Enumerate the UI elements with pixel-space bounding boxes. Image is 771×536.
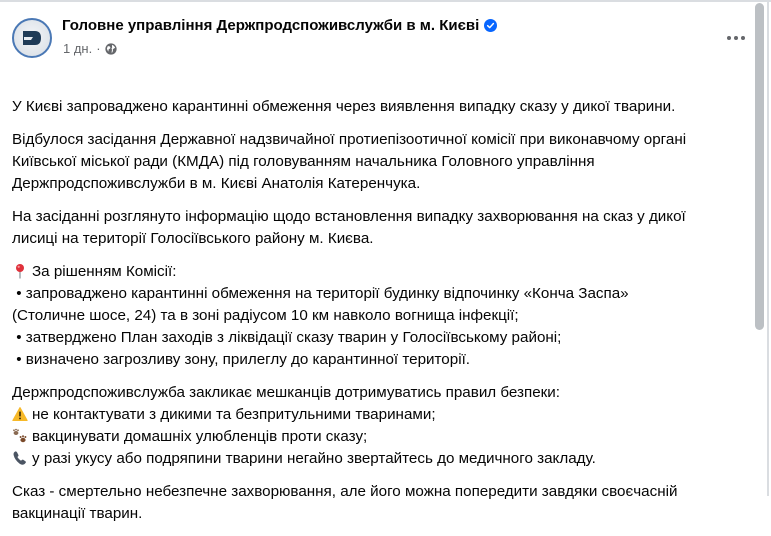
post-meta bbox=[63, 41, 117, 56]
more-horizontal-icon-dot bbox=[741, 36, 745, 40]
post-header bbox=[12, 14, 752, 64]
post-body bbox=[12, 96, 752, 536]
text-line: лисиці на території Голосіївського району м. Києва. bbox=[12, 230, 374, 247]
verified-badge-icon bbox=[484, 19, 497, 32]
safety-item-text: не контактувати з дикими та безпритульними тваринами; bbox=[32, 406, 436, 423]
safety-item-text: вакцинувати домашніх улюбленців проти сказу; bbox=[32, 428, 368, 445]
text-line: вакцинації тварин. bbox=[12, 505, 143, 522]
author-row bbox=[62, 17, 497, 34]
paragraph-meeting bbox=[12, 129, 752, 195]
safety-item-text: у разі укусу або подряпини тварини негайно звертайтесь до медичного закладу. bbox=[32, 450, 596, 467]
warning-icon bbox=[12, 406, 28, 422]
text-line: Відбулося засідання Державної надзвичайної протиепізоотичної комісії при виконавчому органі bbox=[12, 131, 687, 148]
more-horizontal-icon-dot bbox=[727, 36, 731, 40]
frame-top-border bbox=[0, 0, 771, 2]
paragraph-decisions bbox=[12, 261, 752, 371]
decision-item: • визначено загрозливу зону, прилеглу до карантинної території. bbox=[12, 351, 471, 368]
paragraph-intro bbox=[12, 96, 752, 118]
decision-item: (Столичне шосе, 24) та в зоні радіусом 10 км навколо вогнища інфекції; bbox=[12, 307, 519, 324]
decision-header bbox=[12, 261, 752, 283]
text-line: На засіданні розглянуто інформацію щодо встановлення випадку захворювання на сказ у дикої bbox=[12, 208, 686, 225]
post-timestamp-link[interactable]: 1 дн. bbox=[63, 41, 93, 56]
safety-intro: Держпродспоживслужба закликає мешканців дотримуватись правил безпеки: bbox=[12, 384, 561, 401]
dpss-logo-icon bbox=[21, 29, 43, 47]
decision-item: • затверджено План заходів з ліквідації сказу тварин у Голосіївському районі; bbox=[12, 329, 562, 346]
text-line: Держпродспоживслужби в м. Києві Анатолія Катеренчука. bbox=[12, 175, 421, 192]
decision-header-text: За рішенням Комісії: bbox=[32, 263, 177, 280]
globe-icon[interactable] bbox=[105, 43, 117, 55]
page-name-link[interactable]: Головне управління Держпродспоживслужби в м. Києві bbox=[62, 17, 480, 34]
text-line: Сказ - смертельно небезпечне захворювання, але його можна попередити завдяки своєчасній bbox=[12, 483, 678, 500]
text-line: Київської міської ради (КМДА) під головуванням начальника Головного управління bbox=[12, 153, 595, 170]
more-horizontal-icon-dot bbox=[734, 36, 738, 40]
paw-prints-icon bbox=[12, 428, 28, 444]
avatar[interactable] bbox=[12, 18, 52, 58]
frame-right-border bbox=[767, 0, 769, 496]
paragraph-safety bbox=[12, 382, 752, 470]
safety-item bbox=[12, 426, 752, 448]
pin-icon bbox=[12, 263, 28, 279]
safety-item bbox=[12, 448, 752, 470]
paragraph-case bbox=[12, 206, 752, 250]
scrollbar-thumb[interactable] bbox=[755, 3, 764, 330]
decision-item: • запроваджено карантинні обмеження на території будинку відпочинку «Конча Заспа» bbox=[12, 285, 629, 302]
phone-icon bbox=[12, 450, 28, 466]
safety-item bbox=[12, 404, 752, 426]
text-line: У Києві запроваджено карантинні обмеження через виявлення випадку сказу у дикої тварини. bbox=[12, 98, 676, 115]
more-options-button[interactable] bbox=[725, 27, 747, 49]
meta-separator: · bbox=[96, 41, 101, 56]
paragraph-closing bbox=[12, 481, 752, 525]
